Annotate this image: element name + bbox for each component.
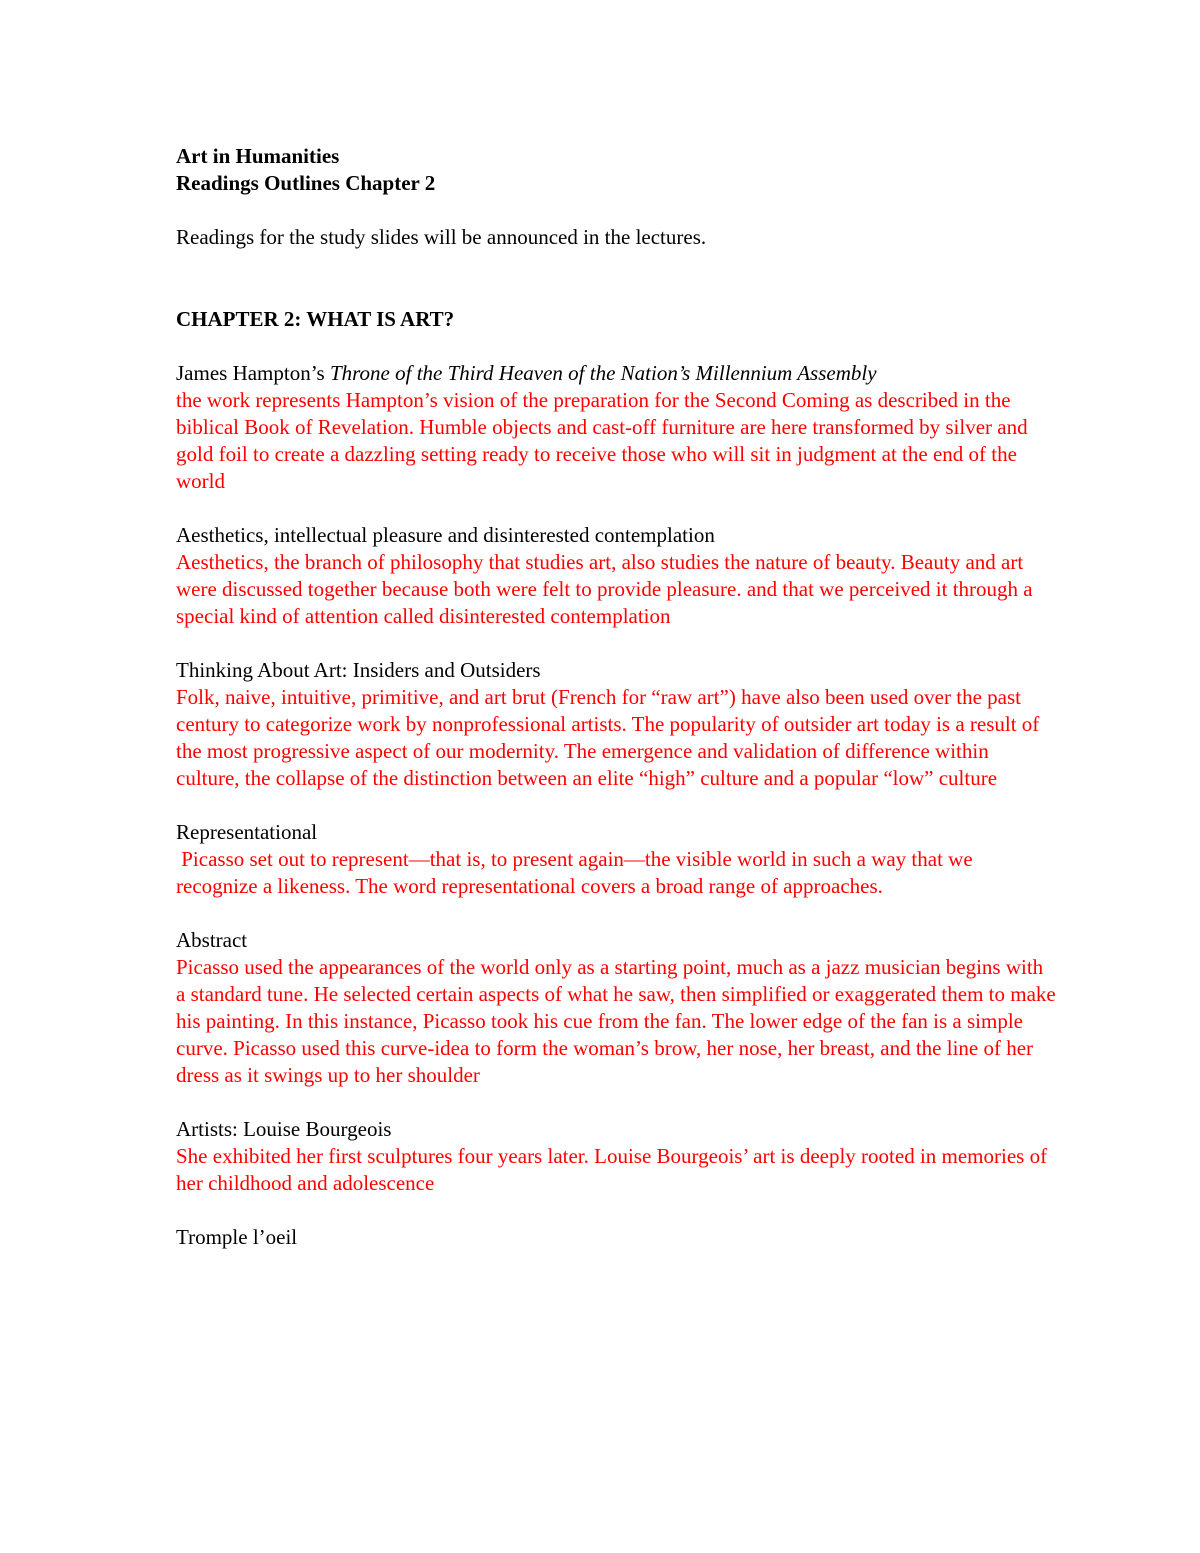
section-heading: Representational (176, 820, 318, 844)
section-aesthetics (176, 522, 1056, 630)
document-subtitle: Readings Outlines Chapter 2 (176, 171, 436, 195)
heading-prefix: James Hampton’s (176, 361, 330, 385)
section-insiders-outsiders (176, 657, 1056, 792)
section-heading (176, 360, 1056, 387)
section-heading: Aesthetics, intellectual pleasure and disinterested contemplation (176, 523, 715, 547)
section-notes: Aesthetics, the branch of philosophy that studies art, also studies the nature of beauty. Beauty and art were discussed together because both were felt to provide pleasure. and that we perceived it through a special kind of attention called disinterested contemplation (176, 550, 1033, 628)
section-trompe-loeil (176, 1224, 1056, 1251)
section-notes: Picasso set out to represent—that is, to present again—the visible world in such a way that we recognize a likeness. The word representational covers a broad range of approaches. (176, 847, 978, 898)
artwork-title: Throne of the Third Heaven of the Nation’s Millennium Assembly (329, 361, 877, 385)
section-notes: Folk, naive, intuitive, primitive, and art brut (French for “raw art”) have also been used over the past century to categorize work by nonprofessional artists. The popularity of outsider art today is a result of the most progressive aspect of our modernity. The emergence and validation of difference within culture, the collapse of the distinction between an elite “high” culture and a popular “low” culture (176, 685, 1040, 790)
section-abstract (176, 927, 1056, 1089)
section-heading: Artists: Louise Bourgeois (176, 1117, 392, 1141)
document-title: Art in Humanities (176, 144, 340, 168)
section-hampton (176, 360, 1056, 495)
intro-text: Readings for the study slides will be announced in the lectures. (176, 225, 707, 249)
chapter-heading: CHAPTER 2: WHAT IS ART? (176, 307, 455, 331)
section-heading: Tromple l’oeil (176, 1225, 298, 1249)
section-notes: the work represents Hampton’s vision of the preparation for the Second Coming as described in the biblical Book of Revelation. Humble objects and cast-off furniture are here transformed by silver and gold foil to create a dazzling setting ready to receive those who will sit in judgment at the end of the world (176, 388, 1028, 493)
section-notes: Picasso used the appearances of the world only as a starting point, much as a jazz musician begins with a standard tune. He selected certain aspects of what he saw, then simplified or exaggerated them to make his painting. In this instance, Picasso took his cue from the fan. The lower edge of the fan is a simple curve. Picasso used this curve-idea to form the woman’s brow, her nose, her breast, and the line of her dress as it swings up to her shoulder (176, 955, 1056, 1087)
section-notes: She exhibited her first sculptures four years later. Louise Bourgeois’ art is deeply rooted in memories of her childhood and adolescence (176, 1144, 1048, 1195)
section-bourgeois (176, 1116, 1056, 1197)
document-page (176, 143, 1056, 1251)
section-representational (176, 819, 1056, 900)
section-heading: Abstract (176, 928, 248, 952)
section-heading: Thinking About Art: Insiders and Outsiders (176, 658, 541, 682)
